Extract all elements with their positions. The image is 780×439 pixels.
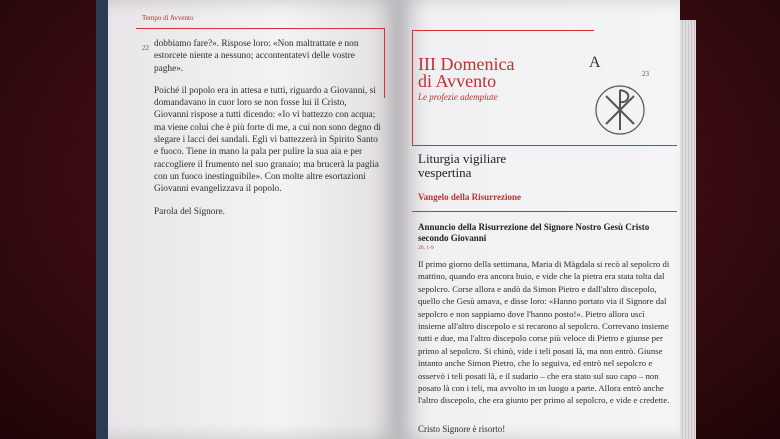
liturgy-line-1: Liturgia vigiliare <box>418 151 507 166</box>
title-line-1: III Domenica <box>418 54 515 74</box>
page-title <box>418 56 514 90</box>
title-line-2: di Avvento <box>418 71 497 91</box>
closing-acclamation: Cristo Signore è risorto! <box>418 424 506 434</box>
chi-rho-icon <box>592 82 648 138</box>
left-page-side-rule <box>384 28 385 98</box>
cycle-letter: A <box>589 54 601 71</box>
right-page-side-rule <box>412 30 413 145</box>
liturgy-heading <box>418 152 506 180</box>
left-page-text <box>154 38 382 228</box>
section-rule <box>412 211 677 212</box>
liturgy-line-2: vespertina <box>418 165 472 180</box>
running-head: Tempo di Avvento <box>142 14 194 22</box>
page-subtitle: Le profezie adempiute <box>418 92 498 102</box>
left-paragraph-1: dobbiamo fare?». Rispose loro: «Non maltrattate e non estorcete niente a nessuno; accontentatevi delle vostre paghe». <box>154 39 359 74</box>
page-stack-edge <box>680 20 696 439</box>
right-page-header-rule <box>412 145 677 146</box>
left-paragraph-2: Poiché il popolo era in attesa e tutti, riguardo a Giovanni, si domandavano in cuor loro se non fosse lui il Cristo, Giovanni rispose a tutti dicendo: «Io vi battezzo con acqua; ma viene colui che è più forte di me, a cui non sono degno di slegare i lacci dei sandali. Egli vi battezzerà in Spirito Santo e fuoco. Tiene in mano la pala per pulire la sua aia e per raccogliere il frumento nel suo granaio; ma brucerà la paglia con un fuoco inestinguibile». Con molte altre esortazioni Giovanni evangelizzava il popolo. <box>154 85 381 195</box>
right-page-number: 23 <box>642 70 649 78</box>
left-page-top-rule <box>136 28 384 29</box>
book-cover-edge <box>96 0 108 439</box>
gospel-reference: 20, 1-9 <box>418 245 434 251</box>
open-book <box>96 0 696 439</box>
left-page-number: 22 <box>142 44 149 52</box>
gospel-body: Il primo giorno della settimana, Maria di Màgdala si recò al sepolcro di mattino, quando era ancora buio, e vide che la pietra era stata tolta dal sepolcro. Corse allora e andò da Simon Pietro e dall'altro discepolo, quello che Gesù amava, e disse loro: «Hanno portato via il Signore dal sepolcro e non sappiamo dove l'hanno posto!». Pietro allora uscì insieme all'altro discepolo e si recarono al sepolcro. Correvano insieme tutti e due, ma l'altro discepolo corse più veloce di Pietro e giunse per primo al sepolcro. Si chinò, vide i teli posati là, ma non entrò. Giunse intanto anche Simon Pietro, che lo seguiva, ed entrò nel sepolcro e osservò i teli posati là, e il sudario – che era stato sul suo capo – non posato là con i teli, ma avvolto in un luogo a parte. Allora entrò anche l'altro discepolo, che era giunto per primo al sepolcro, e vide e credette. <box>418 259 670 406</box>
right-page-top-rule <box>412 30 594 31</box>
section-heading: Vangelo della Risurrezione <box>418 192 521 202</box>
gospel-announcement: Annuncio della Risurrezione del Signore Nostro Gesù Cristo secondo Giovanni <box>418 222 650 243</box>
left-paragraph-3: Parola del Signore. <box>154 206 226 217</box>
